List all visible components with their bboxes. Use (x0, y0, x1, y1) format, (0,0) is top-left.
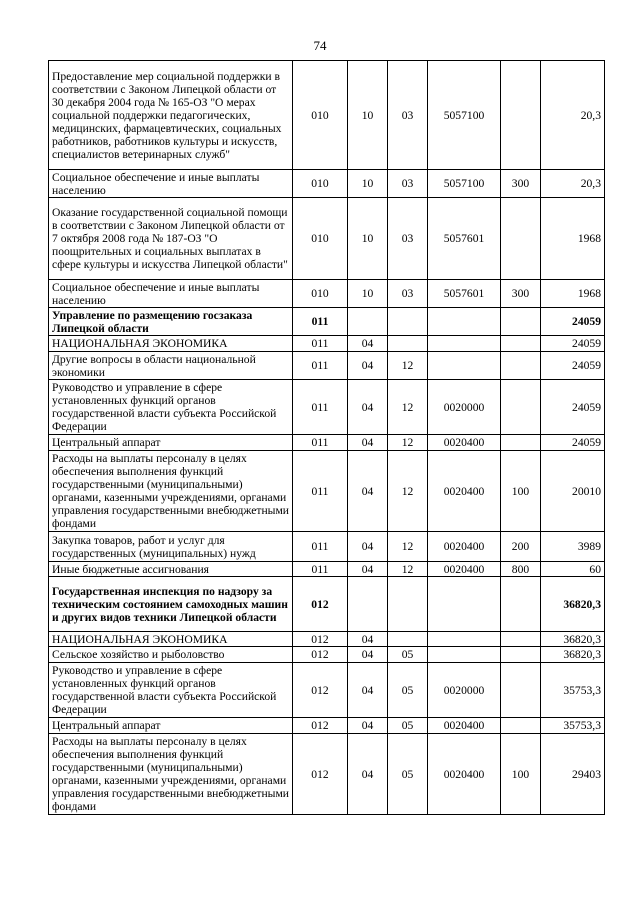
target-article-code-cell (428, 647, 501, 663)
amount-cell: 36820,3 (541, 632, 605, 647)
section-code-cell: 10 (348, 280, 388, 308)
item-name-cell: Закупка товаров, работ и услуг для государственных (муниципальных) нужд (49, 532, 293, 562)
expense-type-code-cell: 300 (501, 170, 541, 198)
subsection-code-cell: 05 (388, 663, 428, 718)
table-row (49, 308, 605, 336)
amount-cell: 24059 (541, 352, 605, 380)
expense-type-code-cell (501, 61, 541, 170)
ministry-code-cell: 011 (293, 380, 348, 435)
amount-cell: 1968 (541, 198, 605, 280)
item-name-cell: Центральный аппарат (49, 435, 293, 451)
subsection-code-cell: 12 (388, 532, 428, 562)
expense-type-code-cell: 100 (501, 451, 541, 532)
ministry-code-cell: 012 (293, 734, 348, 815)
amount-cell: 35753,3 (541, 718, 605, 734)
ministry-code-cell: 010 (293, 198, 348, 280)
amount-cell: 1968 (541, 280, 605, 308)
section-code-cell: 10 (348, 61, 388, 170)
section-code-cell (348, 577, 388, 632)
item-name-cell: НАЦИОНАЛЬНАЯ ЭКОНОМИКА (49, 632, 293, 647)
expense-type-code-cell (501, 336, 541, 352)
table-row (49, 663, 605, 718)
ministry-code-cell: 012 (293, 663, 348, 718)
section-code-cell: 04 (348, 718, 388, 734)
table-row (49, 734, 605, 815)
expense-type-code-cell (501, 435, 541, 451)
item-name-cell: Центральный аппарат (49, 718, 293, 734)
item-name-cell: Государственная инспекция по надзору за техническим состоянием самоходных машин и других видов техники Липецкой области (49, 577, 293, 632)
subsection-code-cell (388, 336, 428, 352)
ministry-code-cell: 011 (293, 308, 348, 336)
expense-type-code-cell (501, 380, 541, 435)
amount-cell: 20,3 (541, 170, 605, 198)
budget-table (48, 60, 605, 815)
section-code-cell: 04 (348, 532, 388, 562)
amount-cell: 24059 (541, 380, 605, 435)
amount-cell: 29403 (541, 734, 605, 815)
section-code-cell: 04 (348, 562, 388, 577)
page-number: 74 (313, 38, 327, 53)
subsection-code-cell: 12 (388, 352, 428, 380)
amount-cell: 20,3 (541, 61, 605, 170)
amount-cell: 24059 (541, 435, 605, 451)
expense-type-code-cell: 800 (501, 562, 541, 577)
item-name-cell: Оказание государственной социальной помощи в соответствии с Законом Липецкой области от 7 октября 2008 года № 187-ОЗ "О поощрительных и социальных выплатах в сфере культуры и искусства Липецкой области" (49, 198, 293, 280)
item-name-cell: Руководство и управление в сфере установленных функций органов государственной власти субъекта Российской Федерации (49, 663, 293, 718)
subsection-code-cell: 05 (388, 647, 428, 663)
target-article-code-cell: 0020400 (428, 435, 501, 451)
table-row (49, 198, 605, 280)
ministry-code-cell: 011 (293, 562, 348, 577)
item-name-cell: Сельское хозяйство и рыболовство (49, 647, 293, 663)
table-row (49, 380, 605, 435)
subsection-code-cell: 12 (388, 562, 428, 577)
subsection-code-cell: 12 (388, 380, 428, 435)
subsection-code-cell (388, 577, 428, 632)
target-article-code-cell: 0020000 (428, 663, 501, 718)
ministry-code-cell: 012 (293, 718, 348, 734)
table-row (49, 61, 605, 170)
target-article-code-cell: 0020400 (428, 562, 501, 577)
section-code-cell: 04 (348, 336, 388, 352)
expense-type-code-cell: 200 (501, 532, 541, 562)
target-article-code-cell: 0020400 (428, 532, 501, 562)
expense-type-code-cell (501, 718, 541, 734)
subsection-code-cell: 03 (388, 280, 428, 308)
amount-cell: 24059 (541, 336, 605, 352)
section-code-cell: 10 (348, 198, 388, 280)
table-row (49, 632, 605, 647)
expense-type-code-cell (501, 308, 541, 336)
ministry-code-cell: 011 (293, 435, 348, 451)
subsection-code-cell (388, 632, 428, 647)
item-name-cell: НАЦИОНАЛЬНАЯ ЭКОНОМИКА (49, 336, 293, 352)
table-row (49, 647, 605, 663)
item-name-cell: Предоставление мер социальной поддержки в соответствии с Законом Липецкой области от 30 декабря 2004 года № 165-ОЗ "О мерах социальной поддержки педагогических, медицинских, фармацевтических, социальных работников, работников культуры и искусств, специалистов ветеринарных служб" (49, 61, 293, 170)
amount-cell: 36820,3 (541, 647, 605, 663)
table-row (49, 562, 605, 577)
target-article-code-cell (428, 308, 501, 336)
section-code-cell (348, 308, 388, 336)
item-name-cell: Расходы на выплаты персоналу в целях обеспечения выполнения функций государственными (муниципальными) органами, казенными учреждениями, органами управления государственными внебюджетными фондами (49, 734, 293, 815)
item-name-cell: Другие вопросы в области национальной экономики (49, 352, 293, 380)
item-name-cell: Руководство и управление в сфере установленных функций органов государственной власти субъекта Российской Федерации (49, 380, 293, 435)
subsection-code-cell: 03 (388, 198, 428, 280)
subsection-code-cell: 05 (388, 718, 428, 734)
section-code-cell: 04 (348, 663, 388, 718)
ministry-code-cell: 012 (293, 577, 348, 632)
subsection-code-cell: 03 (388, 170, 428, 198)
ministry-code-cell: 011 (293, 352, 348, 380)
target-article-code-cell: 5057601 (428, 280, 501, 308)
expense-type-code-cell (501, 352, 541, 380)
ministry-code-cell: 010 (293, 280, 348, 308)
subsection-code-cell: 12 (388, 435, 428, 451)
table-row (49, 577, 605, 632)
target-article-code-cell: 5057100 (428, 61, 501, 170)
subsection-code-cell: 12 (388, 451, 428, 532)
amount-cell: 35753,3 (541, 663, 605, 718)
target-article-code-cell (428, 632, 501, 647)
ministry-code-cell: 010 (293, 61, 348, 170)
expense-type-code-cell (501, 663, 541, 718)
section-code-cell: 04 (348, 734, 388, 815)
amount-cell: 20010 (541, 451, 605, 532)
expense-type-code-cell (501, 577, 541, 632)
amount-cell: 36820,3 (541, 577, 605, 632)
item-name-cell: Социальное обеспечение и иные выплаты населению (49, 280, 293, 308)
target-article-code-cell (428, 352, 501, 380)
target-article-code-cell: 5057100 (428, 170, 501, 198)
section-code-cell: 04 (348, 632, 388, 647)
target-article-code-cell: 0020400 (428, 734, 501, 815)
section-code-cell: 04 (348, 435, 388, 451)
target-article-code-cell: 5057601 (428, 198, 501, 280)
table-row (49, 435, 605, 451)
expense-type-code-cell (501, 632, 541, 647)
item-name-cell: Иные бюджетные ассигнования (49, 562, 293, 577)
section-code-cell: 10 (348, 170, 388, 198)
ministry-code-cell: 011 (293, 336, 348, 352)
subsection-code-cell: 05 (388, 734, 428, 815)
amount-cell: 24059 (541, 308, 605, 336)
table-row (49, 336, 605, 352)
item-name-cell: Расходы на выплаты персоналу в целях обеспечения выполнения функций государственными (муниципальными) органами, казенными учреждениями, органами управления государственными внебюджетными фондами (49, 451, 293, 532)
table-row (49, 718, 605, 734)
section-code-cell: 04 (348, 352, 388, 380)
section-code-cell: 04 (348, 380, 388, 435)
amount-cell: 3989 (541, 532, 605, 562)
subsection-code-cell: 03 (388, 61, 428, 170)
section-code-cell: 04 (348, 451, 388, 532)
expense-type-code-cell (501, 198, 541, 280)
subsection-code-cell (388, 308, 428, 336)
table-row (49, 532, 605, 562)
target-article-code-cell: 0020400 (428, 718, 501, 734)
table-row (49, 170, 605, 198)
amount-cell: 60 (541, 562, 605, 577)
ministry-code-cell: 011 (293, 532, 348, 562)
item-name-cell: Социальное обеспечение и иные выплаты населению (49, 170, 293, 198)
item-name-cell: Управление по размещению госзаказа Липецкой области (49, 308, 293, 336)
expense-type-code-cell: 300 (501, 280, 541, 308)
expense-type-code-cell: 100 (501, 734, 541, 815)
target-article-code-cell: 0020000 (428, 380, 501, 435)
table-row (49, 280, 605, 308)
ministry-code-cell: 012 (293, 647, 348, 663)
target-article-code-cell (428, 577, 501, 632)
section-code-cell: 04 (348, 647, 388, 663)
table-row (49, 451, 605, 532)
target-article-code-cell (428, 336, 501, 352)
ministry-code-cell: 010 (293, 170, 348, 198)
ministry-code-cell: 012 (293, 632, 348, 647)
expense-type-code-cell (501, 647, 541, 663)
ministry-code-cell: 011 (293, 451, 348, 532)
table-row (49, 352, 605, 380)
target-article-code-cell: 0020400 (428, 451, 501, 532)
